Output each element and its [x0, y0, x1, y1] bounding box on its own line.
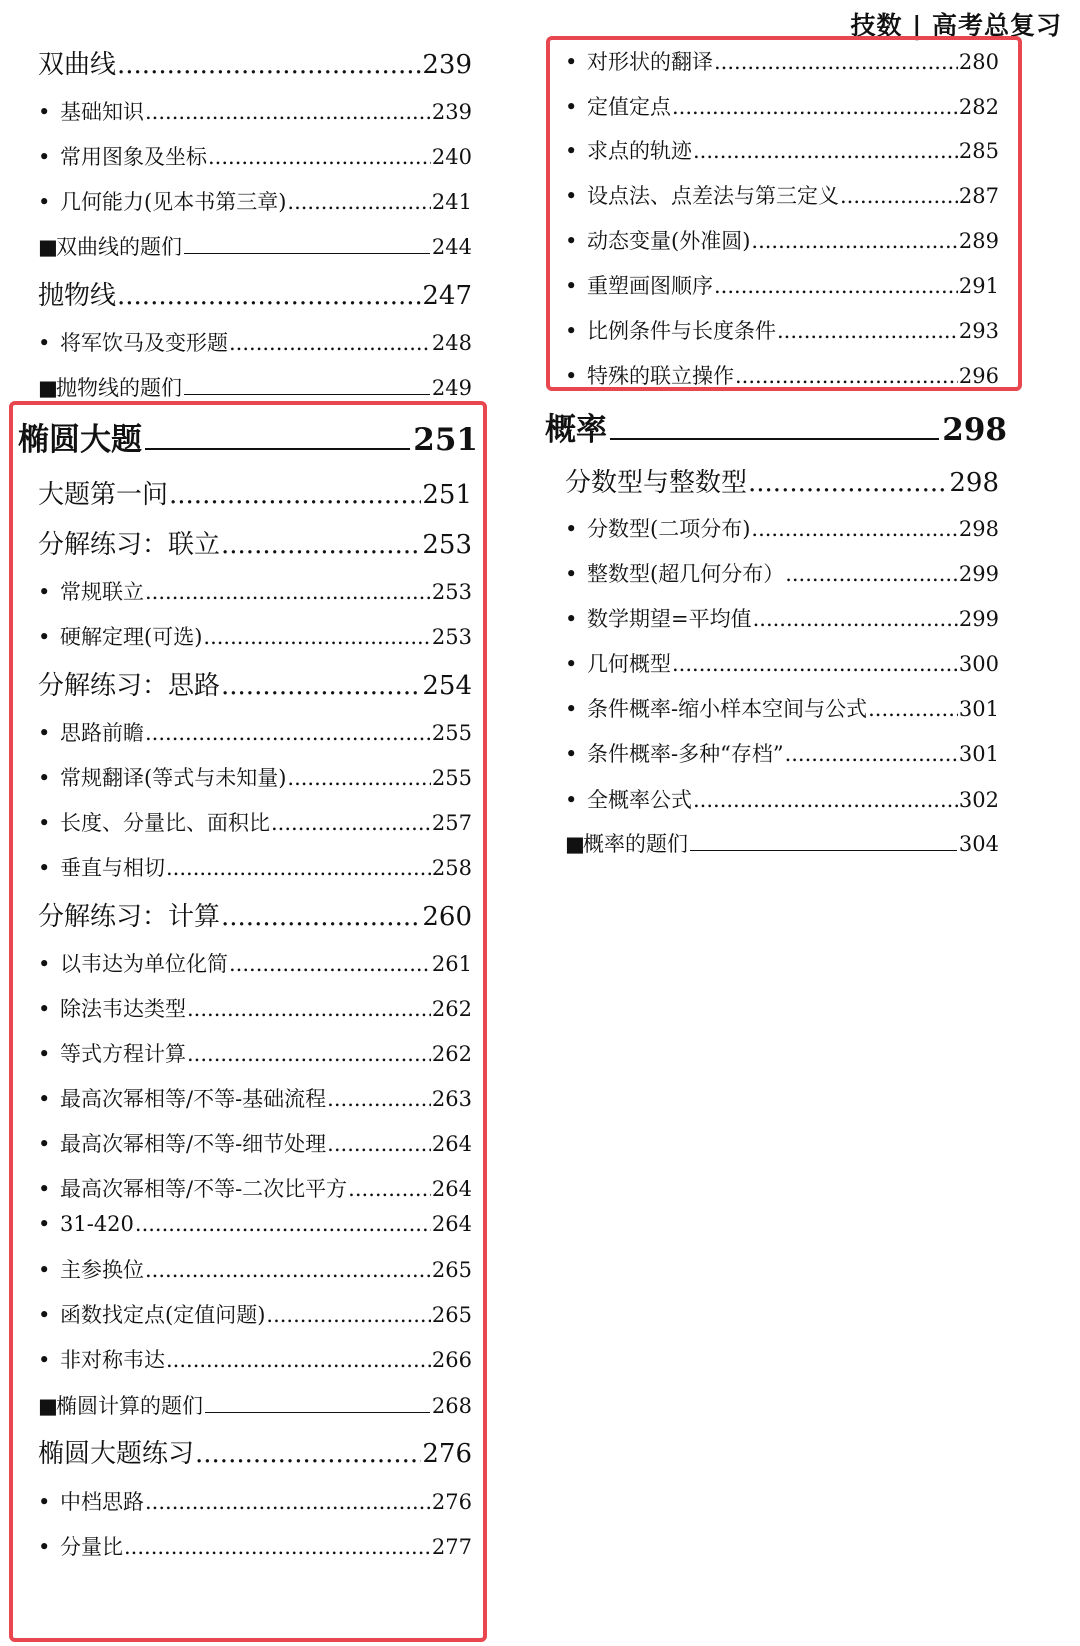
page-number: 253 — [431, 580, 472, 604]
entry-label: 双曲线的题们 — [56, 235, 182, 259]
entry-label: 硬解定理(可选) — [60, 625, 203, 649]
entry-label: 31-420 — [60, 1212, 134, 1236]
page-header: 技数 | 高考总复习 — [850, 11, 1062, 40]
page-number: 264 — [431, 1212, 472, 1236]
bullet-icon: • — [38, 1087, 51, 1111]
entry-label: 数学期望=平均值 — [587, 607, 752, 631]
bullet-icon: • — [38, 1177, 51, 1201]
page-number: 266 — [431, 1348, 472, 1372]
page-number: 244 — [431, 235, 472, 259]
leader-dots — [145, 100, 431, 124]
toc-entry — [38, 1390, 472, 1420]
leader-line — [690, 832, 957, 851]
bullet-icon: • — [38, 1132, 51, 1156]
toc-entry — [565, 135, 999, 165]
leader-dots — [145, 1490, 431, 1514]
toc-entry — [38, 1486, 472, 1516]
leader-line — [610, 410, 939, 440]
toc-entry — [565, 180, 999, 210]
entry-label: 条件概率-缩小样本空间与公式 — [587, 697, 868, 721]
entry-label: 抛物线 — [38, 281, 117, 311]
page-number: 253 — [422, 530, 472, 560]
toc-entry — [38, 993, 472, 1023]
toc-entry — [565, 270, 999, 300]
page-number: 301 — [958, 742, 999, 766]
bullet-icon: • — [38, 1535, 51, 1559]
leader-dots — [672, 95, 958, 119]
entry-label: 设点法、点差法与第三定义 — [587, 184, 839, 208]
toc-entry — [38, 1173, 472, 1203]
page-number: 276 — [431, 1490, 472, 1514]
entry-label: 主参换位 — [60, 1258, 144, 1282]
toc-entry — [38, 1344, 472, 1374]
entry-label: 最高次幂相等/不等-基础流程 — [60, 1087, 327, 1111]
toc-entry — [38, 762, 472, 792]
leader-dots — [785, 742, 958, 766]
page-number: 255 — [431, 766, 472, 790]
page-number: 304 — [958, 832, 999, 856]
page-number: 298 — [942, 412, 1007, 448]
entry-label: 椭圆大题 — [18, 422, 142, 458]
bullet-icon: • — [565, 319, 578, 343]
page-number: 239 — [431, 100, 472, 124]
leader-dots — [753, 607, 958, 631]
toc-entry — [38, 231, 472, 261]
bullet-icon: • — [565, 95, 578, 119]
bullet-icon: • — [38, 997, 51, 1021]
toc-entry — [38, 141, 472, 171]
bullet-icon: • — [38, 1042, 51, 1066]
leader-dots — [287, 766, 431, 790]
page-number: 255 — [431, 721, 472, 745]
page-number: 302 — [958, 788, 999, 812]
toc-entry — [38, 96, 472, 126]
leader-line — [184, 235, 430, 254]
entry-label: 基础知识 — [60, 100, 144, 124]
leader-dots — [169, 480, 421, 510]
square-bullet-icon: ■ — [38, 235, 58, 259]
leader-dots — [124, 1535, 431, 1559]
leader-dots — [187, 1042, 431, 1066]
leader-dots — [221, 902, 421, 932]
leader-dots — [672, 652, 958, 676]
leader-dots — [287, 190, 431, 214]
page-number: 296 — [958, 364, 999, 388]
page-number: 247 — [422, 281, 472, 311]
leader-dots — [868, 697, 958, 721]
page-number: 262 — [431, 1042, 472, 1066]
bullet-icon: • — [38, 100, 51, 124]
section-entry — [565, 462, 999, 498]
bullet-icon: • — [38, 766, 51, 790]
page-number: 301 — [958, 697, 999, 721]
page-number: 285 — [958, 139, 999, 163]
leader-line — [145, 420, 410, 450]
toc-entry — [565, 360, 999, 390]
bullet-icon: • — [38, 856, 51, 880]
section-entry — [38, 44, 472, 80]
toc-entry — [38, 621, 472, 651]
entry-label: 最高次幂相等/不等-二次比平方 — [60, 1177, 348, 1201]
bullet-icon: • — [38, 1348, 51, 1372]
entry-label: 椭圆计算的题们 — [56, 1394, 203, 1418]
section-entry — [38, 524, 472, 560]
leader-dots — [327, 1132, 431, 1156]
page-number: 240 — [431, 145, 472, 169]
entry-label: 常规联立 — [60, 580, 144, 604]
entry-label: 分解练习：思路 — [38, 671, 221, 701]
leader-dots — [195, 1439, 421, 1469]
toc-entry — [38, 1531, 472, 1561]
toc-entry — [38, 1083, 472, 1113]
page-number: 265 — [431, 1258, 472, 1282]
leader-dots — [229, 952, 431, 976]
leader-dots — [145, 1258, 431, 1282]
bullet-icon: • — [38, 331, 51, 355]
page-number: 277 — [431, 1535, 472, 1559]
entry-label: 常规翻译(等式与未知量) — [60, 766, 287, 790]
toc-entry — [565, 648, 999, 678]
entry-label: 概率的题们 — [583, 832, 688, 856]
leader-dots — [203, 625, 431, 649]
leader-dots — [145, 721, 431, 745]
bullet-icon: • — [565, 364, 578, 388]
bullet-icon: • — [38, 625, 51, 649]
bullet-icon: • — [565, 697, 578, 721]
bullet-icon: • — [38, 721, 51, 745]
page-number: 265 — [431, 1303, 472, 1327]
entry-label: 等式方程计算 — [60, 1042, 186, 1066]
entry-label: 分解练习：计算 — [38, 902, 221, 932]
page-number: 287 — [958, 184, 999, 208]
leader-dots — [117, 281, 421, 311]
square-bullet-icon: ■ — [38, 376, 58, 400]
section-entry — [38, 665, 472, 701]
entry-label: 条件概率-多种“存档” — [587, 742, 784, 766]
entry-label: 分数型与整数型 — [565, 468, 748, 498]
bullet-icon: • — [38, 811, 51, 835]
page-number: 282 — [958, 95, 999, 119]
toc-entry — [38, 576, 472, 606]
leader-dots — [135, 1212, 431, 1236]
page-number: 258 — [431, 856, 472, 880]
toc-entry — [38, 948, 472, 978]
page-number: 263 — [431, 1087, 472, 1111]
leader-dots — [229, 331, 431, 355]
page-number: 239 — [422, 50, 472, 80]
page-number: 291 — [958, 274, 999, 298]
leader-dots — [187, 997, 431, 1021]
bullet-icon: • — [565, 229, 578, 253]
entry-label: 常用图象及坐标 — [60, 145, 207, 169]
chapter-heading — [545, 404, 1007, 446]
page-number: 264 — [431, 1132, 472, 1156]
page-number: 299 — [958, 607, 999, 631]
entry-label: 概率 — [545, 412, 607, 448]
leader-dots — [714, 274, 958, 298]
leader-dots — [777, 319, 958, 343]
page-number: 264 — [431, 1177, 472, 1201]
leader-dots — [166, 1348, 431, 1372]
entry-label: 整数型(超几何分布） — [587, 562, 785, 586]
page-number: 257 — [431, 811, 472, 835]
bullet-icon: • — [38, 1303, 51, 1327]
bullet-icon: • — [565, 517, 578, 541]
toc-entry — [565, 513, 999, 543]
entry-label: 思路前瞻 — [60, 721, 144, 745]
bullet-icon: • — [565, 652, 578, 676]
leader-dots — [840, 184, 958, 208]
toc-entry — [38, 717, 472, 747]
leader-dots — [735, 364, 958, 388]
page-number: 298 — [958, 517, 999, 541]
toc-entry — [565, 784, 999, 814]
leader-dots — [748, 468, 948, 498]
bullet-icon: • — [38, 952, 51, 976]
page-number: 268 — [431, 1394, 472, 1418]
toc-entry — [565, 558, 999, 588]
entry-label: 对形状的翻译 — [587, 50, 713, 74]
leader-dots — [166, 856, 431, 880]
leader-dots — [693, 139, 958, 163]
bullet-icon: • — [38, 1258, 51, 1282]
bullet-icon: • — [565, 274, 578, 298]
leader-dots — [785, 562, 958, 586]
bullet-icon: • — [38, 580, 51, 604]
page-number: 248 — [431, 331, 472, 355]
entry-label: 定值定点 — [587, 95, 671, 119]
section-entry — [38, 896, 472, 932]
toc-entry — [565, 603, 999, 633]
toc-entry — [565, 225, 999, 255]
toc-entry — [565, 46, 999, 76]
entry-label: 中档思路 — [60, 1490, 144, 1514]
toc-entry — [565, 693, 999, 723]
square-bullet-icon: ■ — [38, 1394, 58, 1418]
bullet-icon: • — [565, 562, 578, 586]
bullet-icon: • — [565, 742, 578, 766]
leader-dots — [714, 50, 958, 74]
square-bullet-icon: ■ — [565, 832, 585, 856]
section-entry — [38, 1433, 472, 1469]
toc-entry — [38, 327, 472, 357]
entry-label: 函数找定点(定值问题) — [60, 1303, 266, 1327]
leader-dots — [271, 811, 431, 835]
bullet-icon: • — [565, 788, 578, 812]
leader-line — [205, 1394, 430, 1413]
page-number: 260 — [422, 902, 472, 932]
bullet-icon: • — [565, 184, 578, 208]
entry-label: 重塑画图顺序 — [587, 274, 713, 298]
toc-entry — [38, 372, 472, 402]
entry-label: 分解练习：联立 — [38, 530, 221, 560]
chapter-heading — [18, 414, 478, 456]
section-entry — [38, 474, 472, 510]
toc-entry — [565, 738, 999, 768]
leader-dots — [145, 580, 431, 604]
bullet-icon: • — [38, 1490, 51, 1514]
entry-label: 垂直与相切 — [60, 856, 165, 880]
toc-entry — [38, 186, 472, 216]
page-number: 293 — [958, 319, 999, 343]
bullet-icon: • — [38, 1212, 51, 1236]
entry-label: 将军饮马及变形题 — [60, 331, 228, 355]
leader-dots — [221, 530, 421, 560]
leader-dots — [117, 50, 421, 80]
entry-label: 双曲线 — [38, 50, 117, 80]
bullet-icon: • — [565, 607, 578, 631]
toc-entry — [38, 1038, 472, 1068]
page-number: 261 — [431, 952, 472, 976]
leader-dots — [348, 1177, 431, 1201]
page-number: 280 — [958, 50, 999, 74]
leader-dots — [327, 1087, 431, 1111]
page-number: 262 — [431, 997, 472, 1021]
bullet-icon: • — [38, 190, 51, 214]
leader-dots — [208, 145, 431, 169]
page-number: 241 — [431, 190, 472, 214]
bullet-icon: • — [565, 50, 578, 74]
page-number: 298 — [949, 468, 999, 498]
entry-label: 特殊的联立操作 — [587, 364, 734, 388]
page-number: 289 — [958, 229, 999, 253]
entry-label: 分数型(二项分布) — [587, 517, 751, 541]
entry-label: 比例条件与长度条件 — [587, 319, 776, 343]
page-number: 251 — [422, 480, 472, 510]
entry-label: 长度、分量比、面积比 — [60, 811, 270, 835]
leader-dots — [751, 229, 958, 253]
entry-label: 最高次幂相等/不等-细节处理 — [60, 1132, 327, 1156]
entry-label: 除法韦达类型 — [60, 997, 186, 1021]
page-number: 249 — [431, 376, 472, 400]
page-number: 253 — [431, 625, 472, 649]
page-number: 299 — [958, 562, 999, 586]
entry-label: 分量比 — [60, 1535, 123, 1559]
entry-label: 椭圆大题练习 — [38, 1439, 195, 1469]
leader-dots — [693, 788, 958, 812]
leader-dots — [221, 671, 421, 701]
page-number: 254 — [422, 671, 472, 701]
entry-label: 动态变量(外准圆) — [587, 229, 751, 253]
entry-label: 几何能力(见本书第三章) — [60, 190, 287, 214]
page-number: 251 — [413, 422, 478, 458]
entry-label: 抛物线的题们 — [56, 376, 182, 400]
toc-entry — [38, 1212, 472, 1242]
toc-entry — [38, 807, 472, 837]
toc-entry — [38, 852, 472, 882]
section-entry — [38, 275, 472, 311]
bullet-icon: • — [38, 145, 51, 169]
entry-label: 以韦达为单位化简 — [60, 952, 228, 976]
entry-label: 大题第一问 — [38, 480, 169, 510]
toc-entry — [565, 315, 999, 345]
leader-line — [184, 376, 430, 395]
entry-label: 求点的轨迹 — [587, 139, 692, 163]
bullet-icon: • — [565, 139, 578, 163]
page-number: 300 — [958, 652, 999, 676]
toc-entry — [38, 1299, 472, 1329]
toc-entry — [565, 91, 999, 121]
entry-label: 几何概型 — [587, 652, 671, 676]
toc-entry — [38, 1254, 472, 1284]
toc-entry — [565, 828, 999, 858]
toc-entry — [38, 1128, 472, 1158]
page-number: 276 — [422, 1439, 472, 1469]
entry-label: 非对称韦达 — [60, 1348, 165, 1372]
leader-dots — [266, 1303, 431, 1327]
leader-dots — [751, 517, 958, 541]
entry-label: 全概率公式 — [587, 788, 692, 812]
